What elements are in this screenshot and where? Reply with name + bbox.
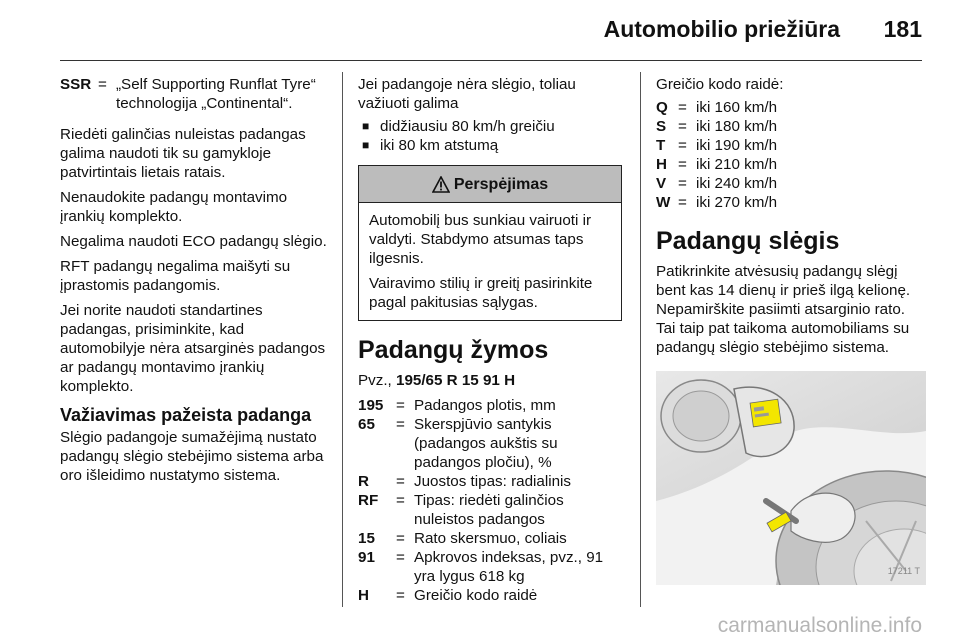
paragraph: Nenaudokite padangų montavimo įrankių komplekto. [60, 189, 288, 225]
page-number: 181 [883, 16, 922, 42]
speed-row [656, 193, 926, 212]
ssr-definition [60, 75, 332, 113]
figure-code: 17211 T [887, 566, 920, 576]
list-item [358, 117, 622, 136]
warning-paragraph: Automobilį bus sunkiau vairuoti ir valdyti. Stabdymo atsumas taps ilgesnis. [369, 212, 592, 267]
column-divider [342, 72, 343, 607]
speed-row [656, 98, 926, 117]
definition-equals: = [678, 175, 687, 192]
speed-letter: V [656, 175, 667, 192]
bullet-square-icon: ■ [362, 138, 370, 152]
speed-row [656, 155, 926, 174]
definition-row [358, 415, 622, 472]
definition-equals: = [396, 587, 405, 604]
definition-equals: = [396, 530, 405, 547]
paragraph: RFT padangų negalima maišyti su įprastomis padangomis. [60, 258, 291, 294]
list-item-text: iki 80 km atstumą [380, 137, 499, 154]
bullet-square-icon: ■ [362, 119, 370, 133]
definition-row [358, 548, 622, 586]
definition-row [60, 75, 332, 113]
warning-title: Perspėjimas [453, 175, 549, 193]
list-item [358, 136, 622, 155]
warning-paragraph: Vairavimo stilių ir greitį pasirinkite pagal pakitusias sąlygas. [369, 275, 593, 311]
speed-row [656, 117, 926, 136]
example-code: 195/65 R 15 91 H [396, 372, 516, 389]
definition-equals: = [678, 156, 687, 173]
definition-term: R [358, 473, 369, 490]
speed-text: iki 240 km/h [696, 175, 778, 192]
definition-row [358, 491, 622, 529]
speed-letter: H [656, 156, 667, 173]
definition-term: SSR [60, 76, 92, 93]
header-rule [60, 60, 922, 61]
paragraph: Jei norite naudoti standartines padangas, prisiminkite, kad automobilyje nėra atsarginės padangos ar padangų montavimo įrankių komplekto. [60, 302, 326, 395]
definition-text: Juostos tipas: radialinis [414, 473, 572, 490]
speed-code-list [656, 98, 926, 212]
warning-triangle-icon [432, 176, 450, 193]
definition-equals: = [396, 416, 405, 433]
definition-equals: = [396, 549, 405, 566]
definition-equals: = [678, 118, 687, 135]
paragraph: Patikrinkite atvėsusių padangų slėgį bent kas 14 dienų ir prieš ilgą kelionę. Nepamirškite pasiimti atsarginio rato. Tai taip pat taikoma automobiliams su padangų slėgio stebėjimo sistema. [656, 263, 911, 356]
column-middle [358, 75, 622, 611]
definition-row [358, 586, 622, 605]
speed-letter: Q [656, 99, 668, 116]
example-prefix: Pvz., [358, 372, 392, 389]
definition-equals: = [396, 473, 405, 490]
speed-letter: W [656, 194, 671, 211]
speed-text: iki 190 km/h [696, 137, 778, 154]
definition-text: Rato skersmuo, coliais [414, 530, 567, 547]
paragraph: Slėgio padangoje sumažėjimą nustato padangų slėgio stebėjimo sistema arba oro išleidimo nustatymo sistema. [60, 429, 324, 484]
paragraph: Jei padangoje nėra slėgio, toliau važiuoti galima [358, 76, 576, 112]
definition-equals: = [396, 397, 405, 414]
header-title: Automobilio priežiūra [603, 16, 840, 42]
definition-row [358, 396, 622, 415]
definition-equals: = [98, 76, 107, 93]
tire-pressure-drawing [656, 371, 926, 585]
speed-row [656, 174, 926, 193]
definition-equals: = [396, 492, 405, 509]
list-item-text: didžiausiu 80 km/h greičiu [380, 118, 555, 135]
section-heading: Padangų žymos [358, 336, 549, 364]
definition-text: Greičio kodo raidė [414, 587, 538, 604]
definition-row [358, 529, 622, 548]
definition-term: H [358, 587, 369, 604]
tire-code-definitions [358, 396, 622, 605]
watermark: carmanualsonline.info [717, 614, 922, 637]
tire-pressure-illustration [656, 371, 926, 585]
paragraph: Greičio kodo raidė: [656, 76, 784, 93]
speed-letter: S [656, 118, 667, 135]
section-heading: Padangų slėgis [656, 227, 840, 255]
definition-term: 195 [358, 397, 384, 414]
speed-text: iki 210 km/h [696, 156, 778, 173]
column-divider [640, 72, 641, 607]
bullet-list [358, 117, 622, 155]
speed-text: iki 180 km/h [696, 118, 778, 135]
tire-code-example [358, 371, 622, 390]
definition-text: Padangos plotis, mm [414, 397, 556, 414]
column-right [656, 75, 926, 585]
definition-row [358, 472, 622, 491]
definition-equals: = [678, 99, 687, 116]
page-header [0, 0, 960, 52]
definition-term: 65 [358, 416, 375, 433]
speed-row [656, 136, 926, 155]
subheading: Važiavimas pažeista padanga [60, 405, 312, 425]
speed-text: iki 160 km/h [696, 99, 778, 116]
paragraph: Riedėti galinčias nuleistas padangas galima naudoti tik su gamykloje patvirtintais lietais ratais. [60, 126, 306, 181]
speed-letter: T [656, 137, 666, 154]
definition-equals: = [678, 194, 687, 211]
definition-term: 91 [358, 549, 375, 566]
definition-term: RF [358, 492, 379, 509]
warning-box [358, 165, 622, 321]
definition-text: Tipas: riedėti galinčios nuleistos padangos [414, 492, 564, 528]
definition-term: 15 [358, 530, 375, 547]
paragraph: Negalima naudoti ECO padangų slėgio. [60, 233, 327, 250]
column-left [60, 75, 332, 491]
definition-text: Apkrovos indeksas, pvz., 91 yra lygus 618 kg [414, 549, 604, 585]
definition-equals: = [678, 137, 687, 154]
definition-text: Skerspjūvio santykis (padangos aukštis su padangos pločiu), % [414, 416, 558, 471]
definition-text: „Self Supporting Runflat Tyre“ technologija „Continental“. [116, 76, 316, 112]
speed-text: iki 270 km/h [696, 194, 778, 211]
warning-header [359, 166, 621, 203]
warning-body [359, 203, 621, 320]
